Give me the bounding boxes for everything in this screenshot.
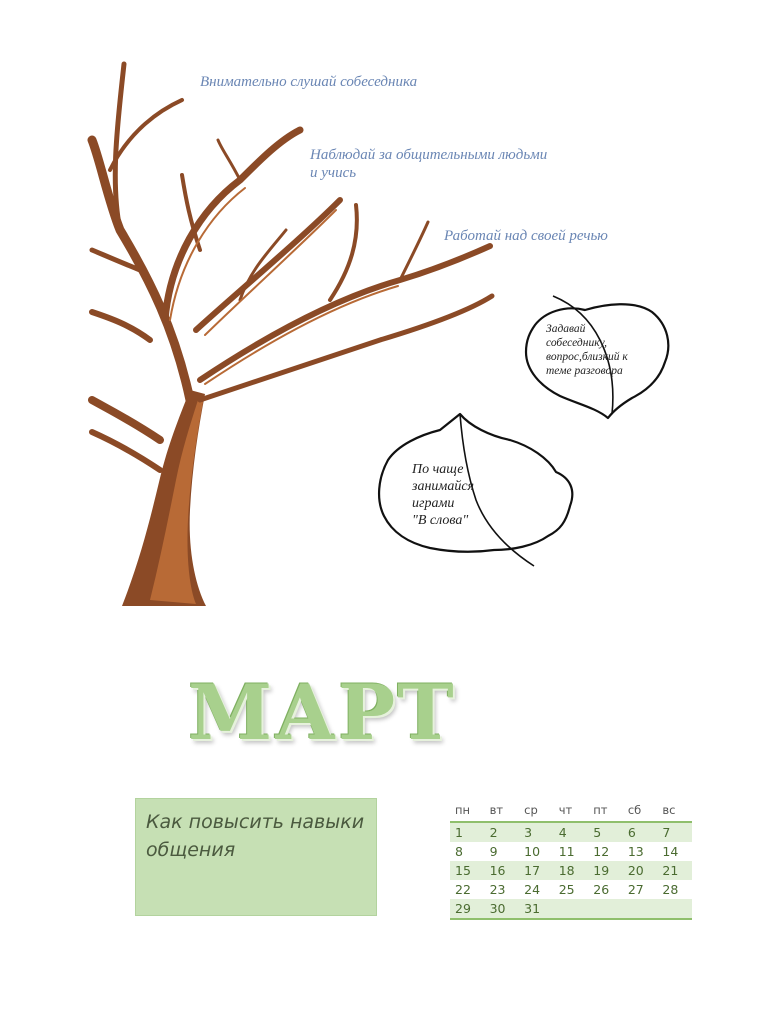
calendar-week-row [450,899,692,919]
calendar-day: 1 [450,822,485,842]
leaf-2-text [412,461,474,529]
leaf-1-text [546,322,628,378]
weekday-header: пт [588,800,623,822]
calendar-day: 29 [450,899,485,919]
calendar-day: 5 [588,822,623,842]
leaf-2-line: занимайся [412,479,475,494]
weekday-header: чт [554,800,589,822]
calendar-day: 27 [627,882,644,897]
leaf-2-outline [379,414,572,566]
calendar-day: 13 [627,844,644,859]
weekday-header: пн [450,800,485,822]
calendar-week-row [450,861,692,880]
tree-branches [92,64,492,470]
calendar-day [554,899,589,919]
calendar-day [623,899,658,919]
calendar-day [588,899,623,919]
calendar-day: 11 [558,844,575,859]
calendar-day: 18 [554,861,589,880]
leaf-2-line: играми [412,496,455,511]
calendar-day: 26 [593,882,610,897]
calendar-day: 30 [485,899,520,919]
calendar-week-row [450,880,692,899]
leaf-1-line: вопрос,близкий к [546,351,628,363]
weekday-header: вс [657,800,692,822]
calendar-day: 9 [489,844,498,859]
calendar-day: 2 [485,822,520,842]
tip-observe-continued: и учись [310,165,357,181]
calendar-day: 22 [455,882,471,897]
tip-speech: Работай над своей речью [444,228,608,244]
calendar-day: 8 [455,844,463,859]
month-title: МАРТ [188,668,456,757]
leaf-2-line: "В слова" [412,513,469,528]
calendar-day: 21 [657,861,692,880]
calendar-day: 24 [524,882,541,897]
weekday-header: сб [623,800,658,822]
calendar-day: 31 [519,899,554,919]
tip-listen: Внимательно слушай собеседника [200,74,418,90]
calendar-day: 6 [623,822,658,842]
calendar-day: 19 [588,861,623,880]
leaf-1-line: собеседнику, [546,337,607,349]
calendar-day [657,899,692,919]
leaf-2-line: По чаще [412,462,464,477]
weekday-header: вт [485,800,520,822]
calendar-day: 20 [623,861,658,880]
calendar-day: 7 [657,822,692,842]
calendar-week-row [450,842,692,861]
tip-observe: Наблюдай за общительными людьми [310,147,548,163]
calendar-day: 4 [554,822,589,842]
calendar-day: 17 [519,861,554,880]
calendar-week-row [450,822,692,842]
topic-box [135,798,377,916]
leaf-1-line: теме разговора [546,365,623,377]
calendar-day: 25 [558,882,575,897]
month-calendar [450,800,692,920]
calendar-day: 28 [662,882,679,897]
topic-text: Как повысить навыки общения [146,811,365,861]
calendar-day: 12 [593,844,610,859]
calendar-day: 14 [662,844,679,859]
calendar-header-row [450,800,692,822]
calendar-day: 10 [524,844,541,859]
calendar-day: 16 [485,861,520,880]
calendar-day: 3 [519,822,554,842]
weekday-header: ср [519,800,554,822]
calendar-day: 15 [450,861,485,880]
calendar-day: 23 [489,882,506,897]
leaf-1-line: Задавай [546,323,586,335]
